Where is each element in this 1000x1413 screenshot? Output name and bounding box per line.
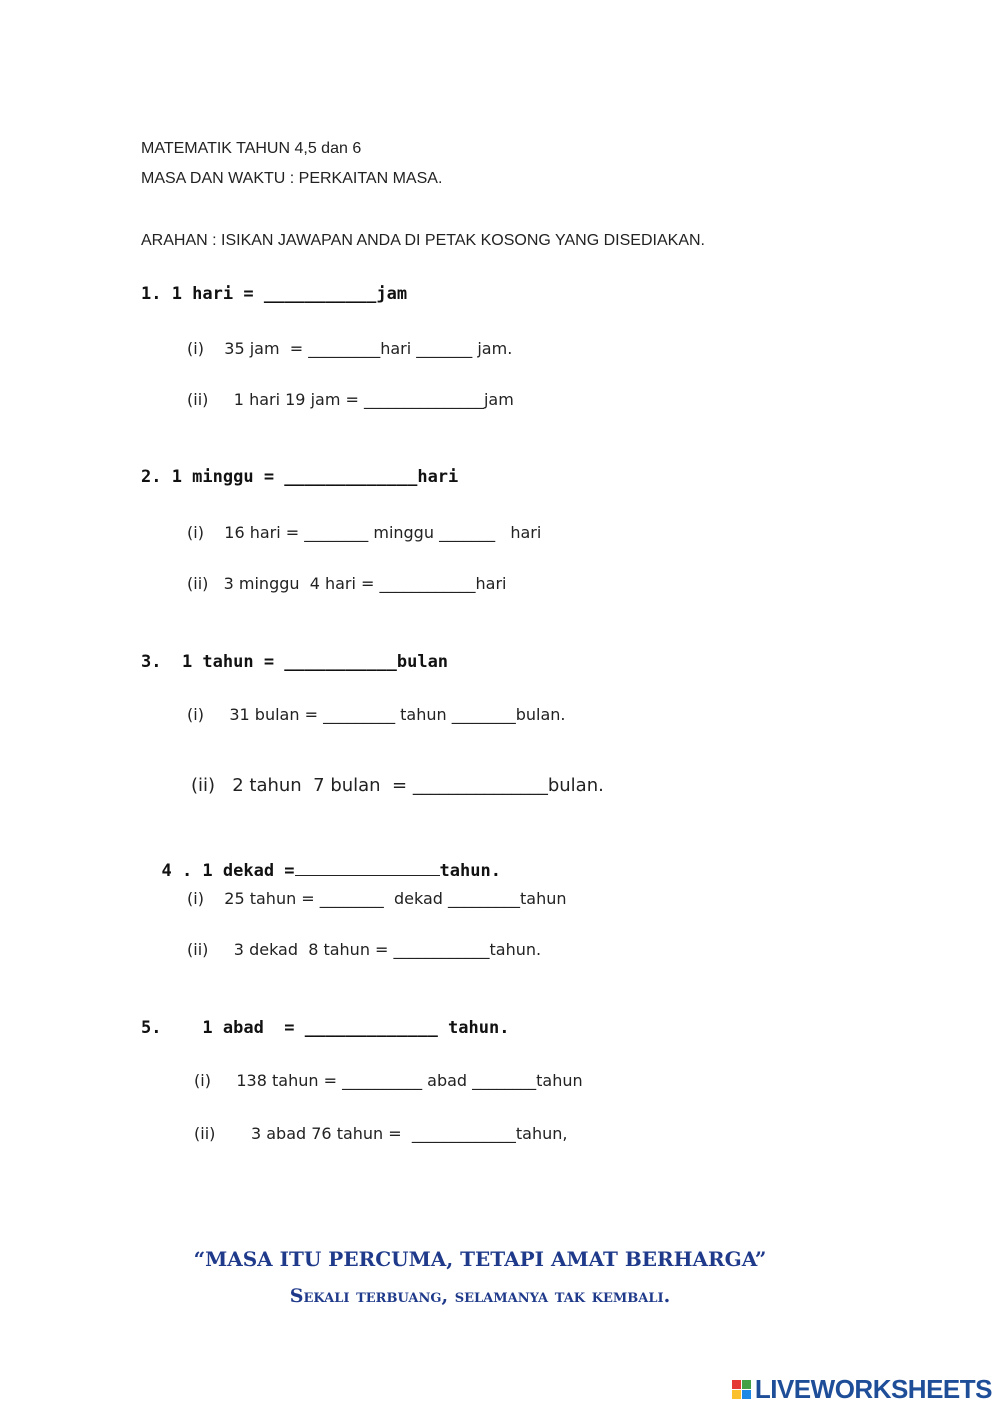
question-4-part-i: (i) 25 tahun = ________ dekad _________tahun (187, 889, 567, 908)
question-1-part-i: (i) 35 jam = _________hari _______ jam. (187, 339, 513, 358)
question-2-part-ii: (ii) 3 minggu 4 hari = ____________hari (187, 574, 507, 593)
question-5-part-ii: (ii) 3 abad 76 tahun = _____________tahun, (194, 1124, 568, 1143)
question-2-part-i: (i) 16 hari = ________ minggu _______ hari (187, 523, 542, 542)
question-4-suffix: tahun. (439, 861, 501, 881)
quote-line-2: Sekali terbuang, selamanya tak kembali. (289, 1285, 671, 1307)
logo-square-yellow (732, 1390, 741, 1399)
logo-square-red (732, 1380, 741, 1389)
question-4-prefix: 4 . 1 dekad = (161, 861, 295, 881)
logo-square-blue (742, 1390, 751, 1399)
question-5: 5. 1 abad = _____________ tahun. (141, 1018, 510, 1038)
question-3: 3. 1 tahun = ___________bulan (141, 652, 449, 672)
answer-blank[interactable] (295, 859, 440, 876)
liveworksheets-brand-name: LIVEWORKSHEETS (754, 1374, 992, 1404)
worksheet-topic: MASA DAN WAKTU : PERKAITAN MASA. (141, 170, 443, 187)
liveworksheets-logo[interactable] (732, 1374, 992, 1405)
question-5-part-i: (i) 138 tahun = __________ abad ________tahun (194, 1071, 583, 1090)
question-3-part-ii: (ii) 2 tahun 7 bulan = _______________bulan. (191, 775, 604, 796)
liveworksheets-logo-icon (732, 1380, 751, 1399)
quote-line-1: “MASA ITU PERCUMA, TETAPI AMAT BERHARGA” (193, 1247, 767, 1271)
question-3-part-i: (i) 31 bulan = _________ tahun ________bulan. (187, 705, 566, 724)
worksheet-instruction: ARAHAN : ISIKAN JAWAPAN ANDA DI PETAK KOSONG YANG DISEDIAKAN. (141, 232, 705, 249)
question-2: 2. 1 minggu = _____________hari (141, 467, 459, 487)
question-1-part-ii: (ii) 1 hari 19 jam = _______________jam (187, 390, 514, 409)
logo-square-green (742, 1380, 751, 1389)
worksheet-subject: MATEMATIK TAHUN 4,5 dan 6 (141, 140, 362, 157)
question-4-part-ii: (ii) 3 dekad 8 tahun = ____________tahun. (187, 940, 542, 959)
question-1: 1. 1 hari = ___________jam (141, 284, 408, 304)
question-4 (141, 839, 501, 881)
